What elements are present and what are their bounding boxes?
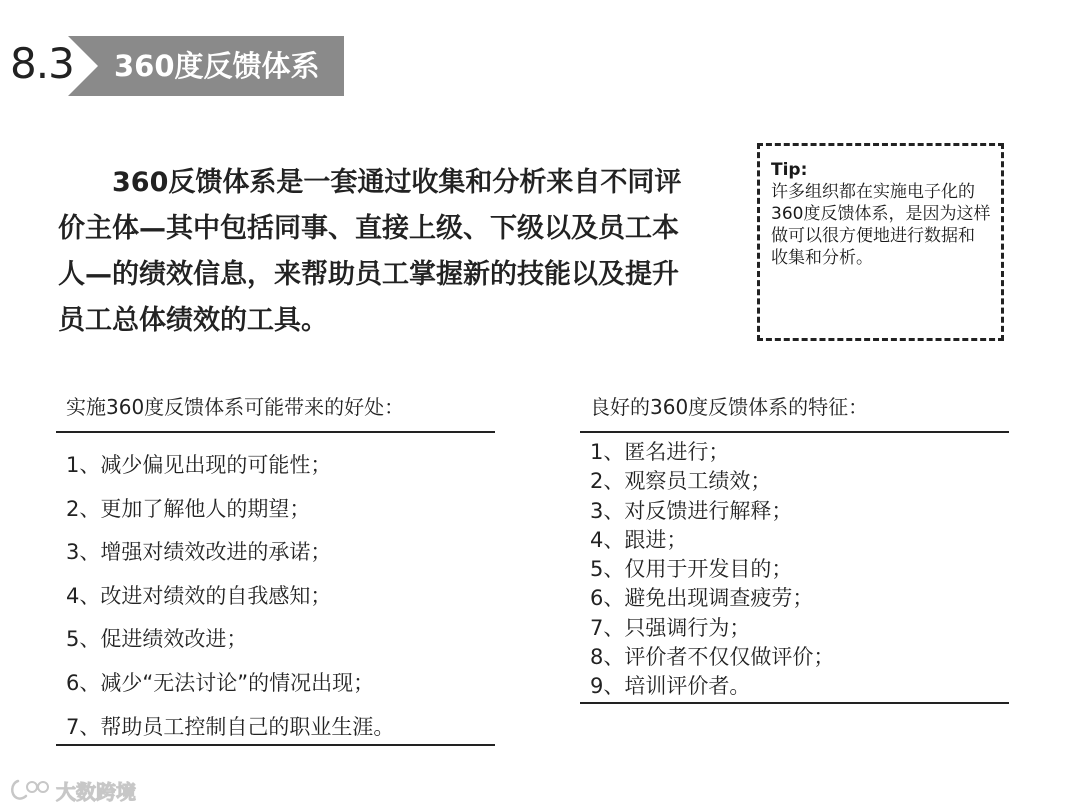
list-item: 2、更加了解他人的期望； bbox=[66, 496, 311, 521]
watermark-logo-icon bbox=[8, 777, 52, 803]
list-item: 3、增强对绩效改进的承诺； bbox=[66, 540, 332, 565]
watermark-text: 大数跨境 bbox=[56, 779, 136, 804]
benefits-top-rule bbox=[56, 431, 495, 433]
tip-title: Tip: bbox=[771, 160, 808, 180]
tip-text: 许多组织都在实施电子化的360度反馈体系，是因为这样做可以很方便地进行数据和收集和分析。 bbox=[771, 182, 991, 268]
list-item: 4、改进对绩效的自我感知； bbox=[66, 583, 332, 608]
list-item: 5、促进绩效改进； bbox=[66, 627, 248, 652]
watermark bbox=[8, 776, 136, 804]
features-list bbox=[590, 438, 834, 702]
benefits-bottom-rule bbox=[56, 744, 495, 746]
tip-box bbox=[757, 143, 1004, 341]
intro-paragraph: 360反馈体系是一套通过收集和分析来自不同评价主体—其中包括同事、直接上级、下级以及员工本人—的绩效信息，来帮助员工掌握新的技能以及提升员工总体绩效的工具。 bbox=[58, 167, 682, 336]
list-item: 2、观察员工绩效； bbox=[590, 469, 772, 494]
benefits-heading: 实施360度反馈体系可能带来的好处： bbox=[66, 395, 405, 419]
list-item: 7、帮助员工控制自己的职业生涯。 bbox=[66, 714, 395, 739]
list-item: 4、跟进； bbox=[590, 527, 688, 552]
benefits-list bbox=[66, 444, 394, 749]
features-heading: 良好的360度反馈体系的特征： bbox=[590, 395, 869, 419]
features-top-rule bbox=[580, 431, 1009, 433]
features-bottom-rule bbox=[580, 702, 1009, 704]
list-item: 7、只强调行为； bbox=[590, 615, 751, 640]
list-item: 6、避免出现调查疲劳； bbox=[590, 586, 814, 611]
list-item: 9、培训评价者。 bbox=[590, 674, 751, 699]
list-item: 8、评价者不仅仅做评价； bbox=[590, 645, 835, 670]
page-title: 360度反馈体系 bbox=[114, 49, 320, 83]
list-item: 5、仅用于开发目的； bbox=[590, 557, 793, 582]
list-item: 1、减少偏见出现的可能性； bbox=[66, 453, 332, 477]
list-item: 6、减少“无法讨论”的情况出现； bbox=[66, 670, 375, 695]
section-number: 8.3 bbox=[10, 39, 74, 88]
list-item: 1、匿名进行； bbox=[590, 440, 730, 464]
list-item: 3、对反馈进行解释； bbox=[590, 498, 793, 523]
